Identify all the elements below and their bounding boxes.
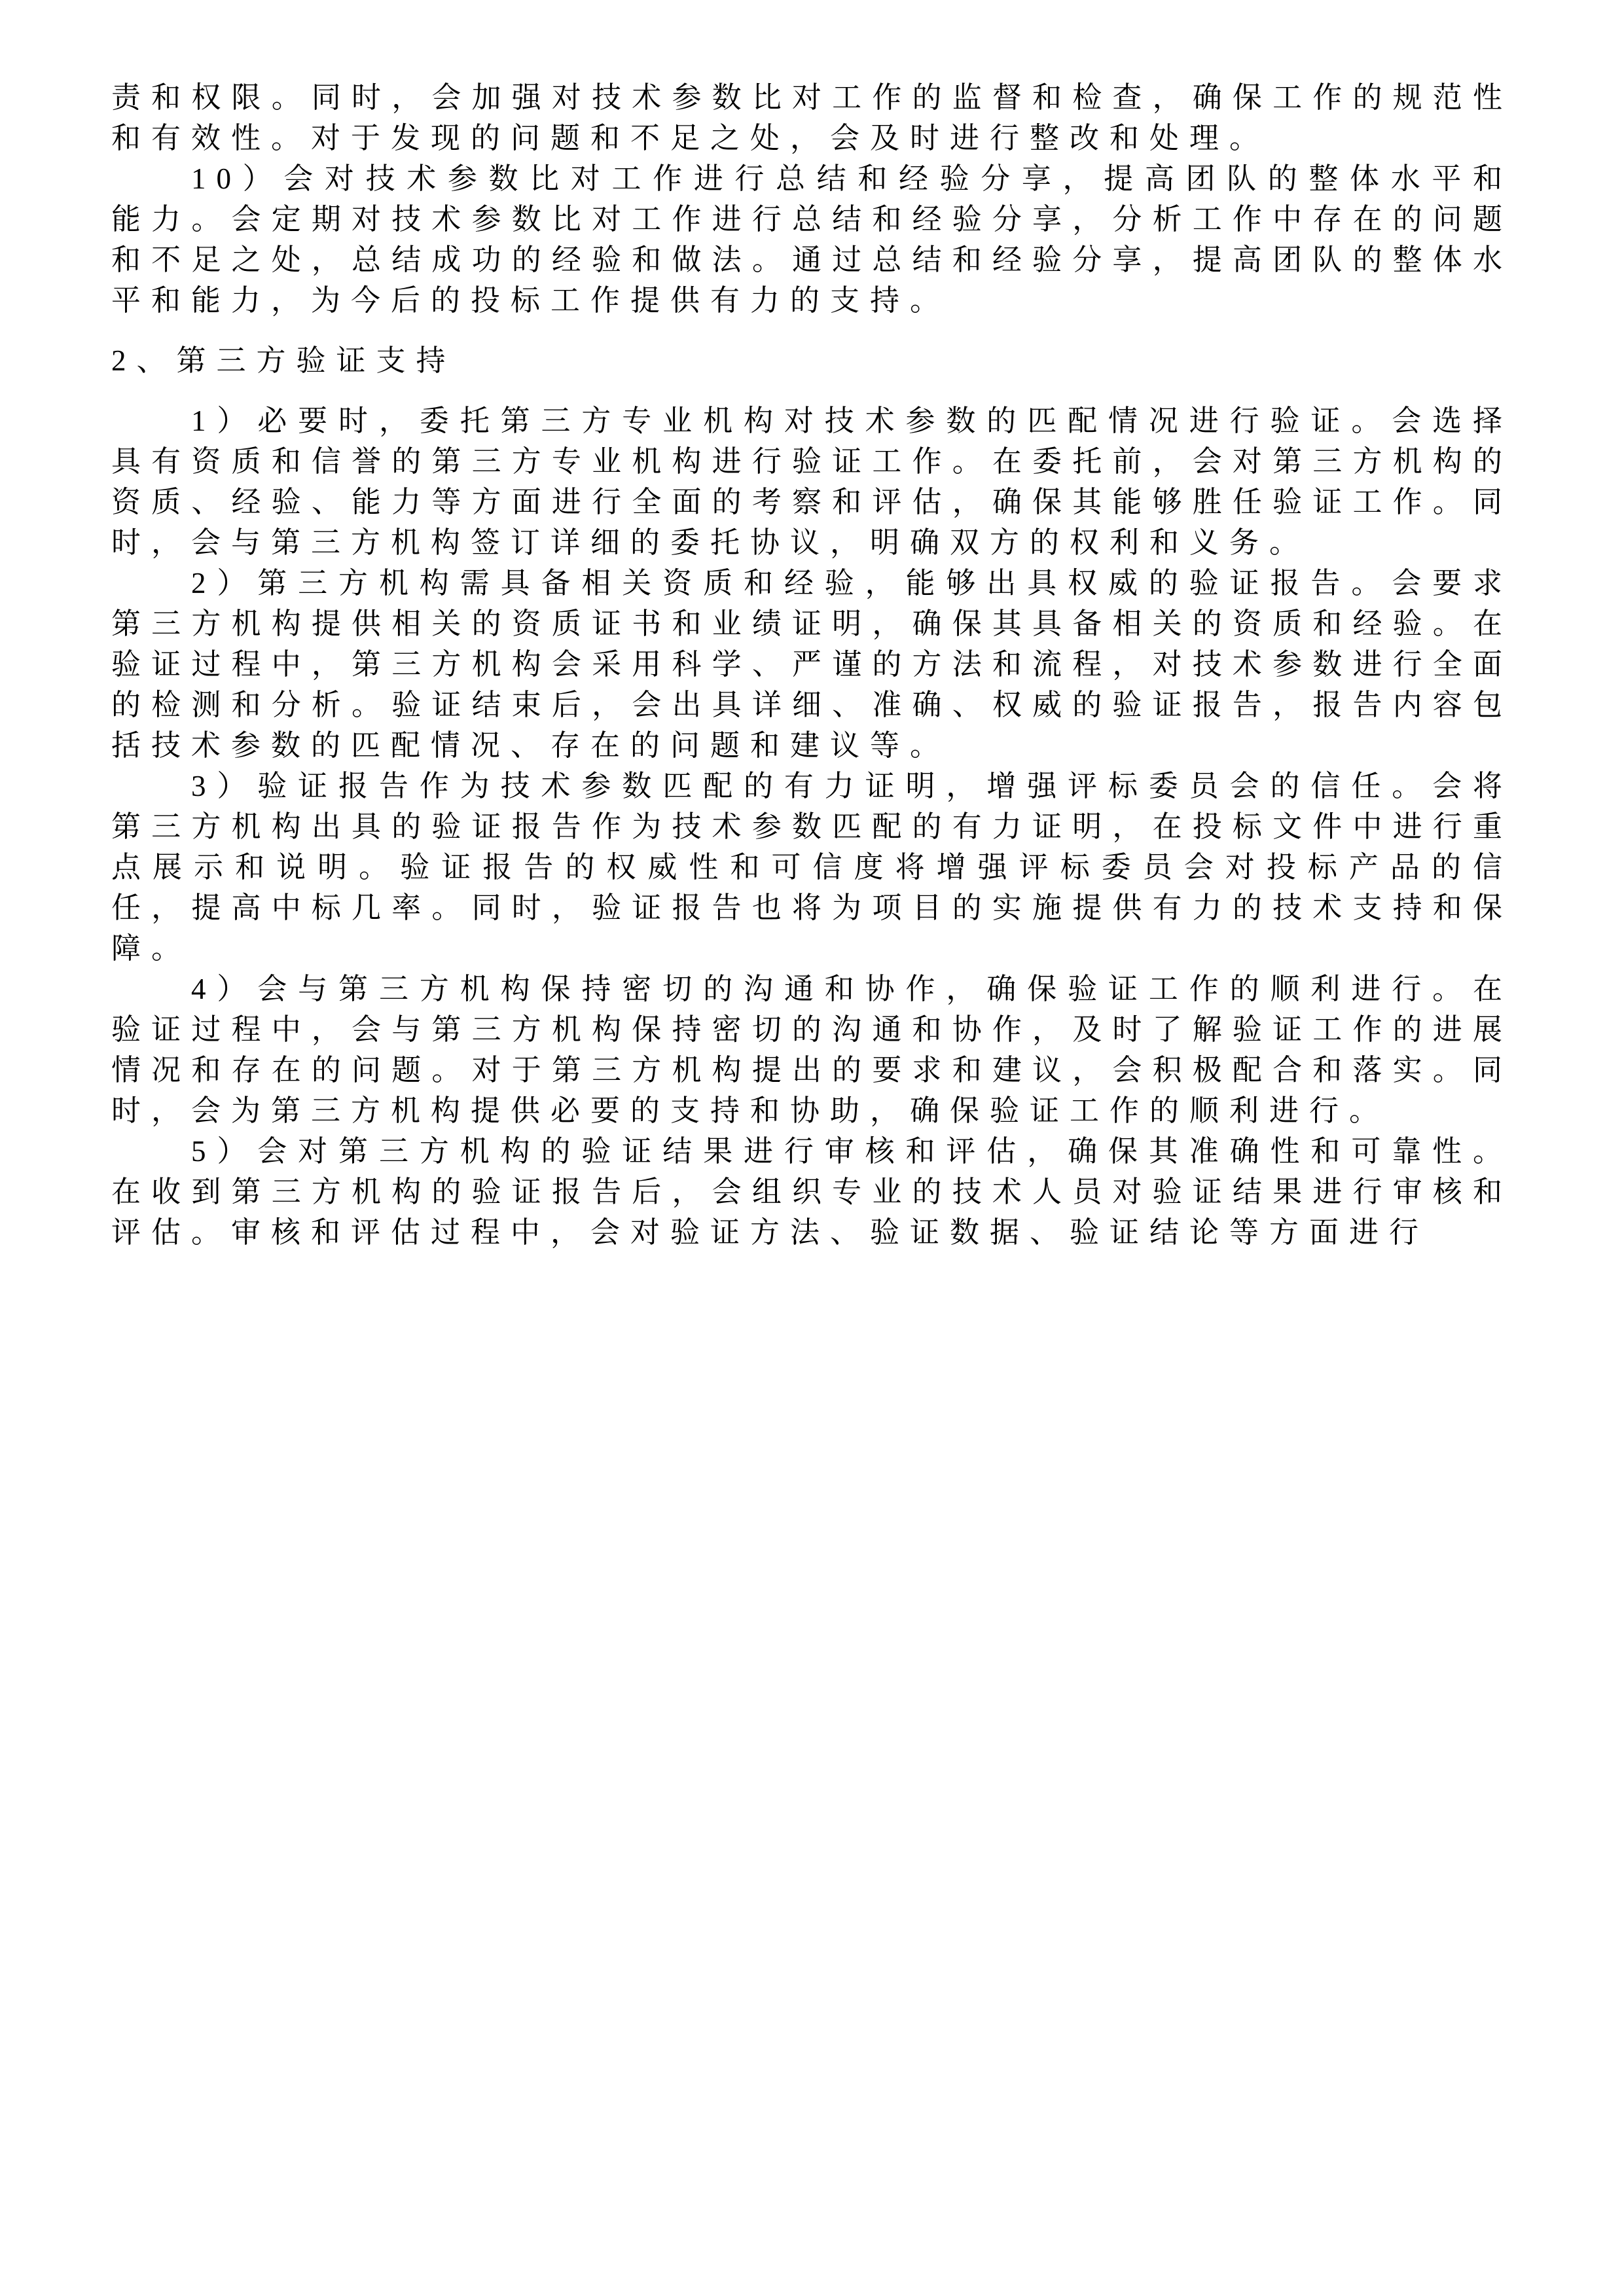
paragraph-item-4: 4）会与第三方机构保持密切的沟通和协作，确保验证工作的顺利进行。在验证过程中，会与第三方机构保持密切的沟通和协作，及时了解验证工作的进展情况和存在的问题。对于第三方机构提出的要求和建议，会积极配合和落实。同时，会为第三方机构提供必要的支持和协助，确保验证工作的顺利进行。 [111, 973, 1513, 1127]
paragraph-continuation: 责和权限。同时，会加强对技术参数比对工作的监督和检查，确保工作的规范性和有效性。对于发现的问题和不足之处，会及时进行整改和处理。 [111, 81, 1513, 154]
document-content [111, 77, 1513, 1253]
section-heading-third-party-verification: 2、第三方验证支持 [111, 344, 456, 377]
paragraph-item-1: 1）必要时，委托第三方专业机构对技术参数的匹配情况进行验证。会选择具有资质和信誉的第三方专业机构进行验证工作。在委托前，会对第三方机构的资质、经验、能力等方面进行全面的考察和评估，确保其能够胜任验证工作。同时，会与第三方机构签订详细的委托协议，明确双方的权利和义务。 [111, 404, 1513, 559]
paragraph-item-5: 5）会对第三方机构的验证结果进行审核和评估，确保其准确性和可靠性。在收到第三方机构的验证报告后，会组织专业的技术人员对验证结果进行审核和评估。审核和评估过程中，会对验证方法、验证数据、验证结论等方面进行 [111, 1135, 1513, 1249]
paragraph-item-3: 3）验证报告作为技术参数匹配的有力证明，增强评标委员会的信任。会将第三方机构出具的验证报告作为技术参数匹配的有力证明，在投标文件中进行重点展示和说明。验证报告的权威性和可信度将增强评标委员会对投标产品的信任，提高中标几率。同时，验证报告也将为项目的实施提供有力的技术支持和保障。 [111, 770, 1513, 965]
paragraph-item-10: 10）会对技术参数比对工作进行总结和经验分享，提高团队的整体水平和能力。会定期对技术参数比对工作进行总结和经验分享，分析工作中存在的问题和不足之处，总结成功的经验和做法。通过总结和经验分享，提高团队的整体水平和能力，为今后的投标工作提供有力的支持。 [111, 162, 1513, 317]
paragraph-item-2: 2）第三方机构需具备相关资质和经验，能够出具权威的验证报告。会要求第三方机构提供相关的资质证书和业绩证明，确保其具备相关的资质和经验。在验证过程中，第三方机构会采用科学、严谨的方法和流程，对技术参数进行全面的检测和分析。验证结束后，会出具详细、准确、权威的验证报告，报告内容包括技术参数的匹配情况、存在的问题和建议等。 [111, 567, 1513, 762]
